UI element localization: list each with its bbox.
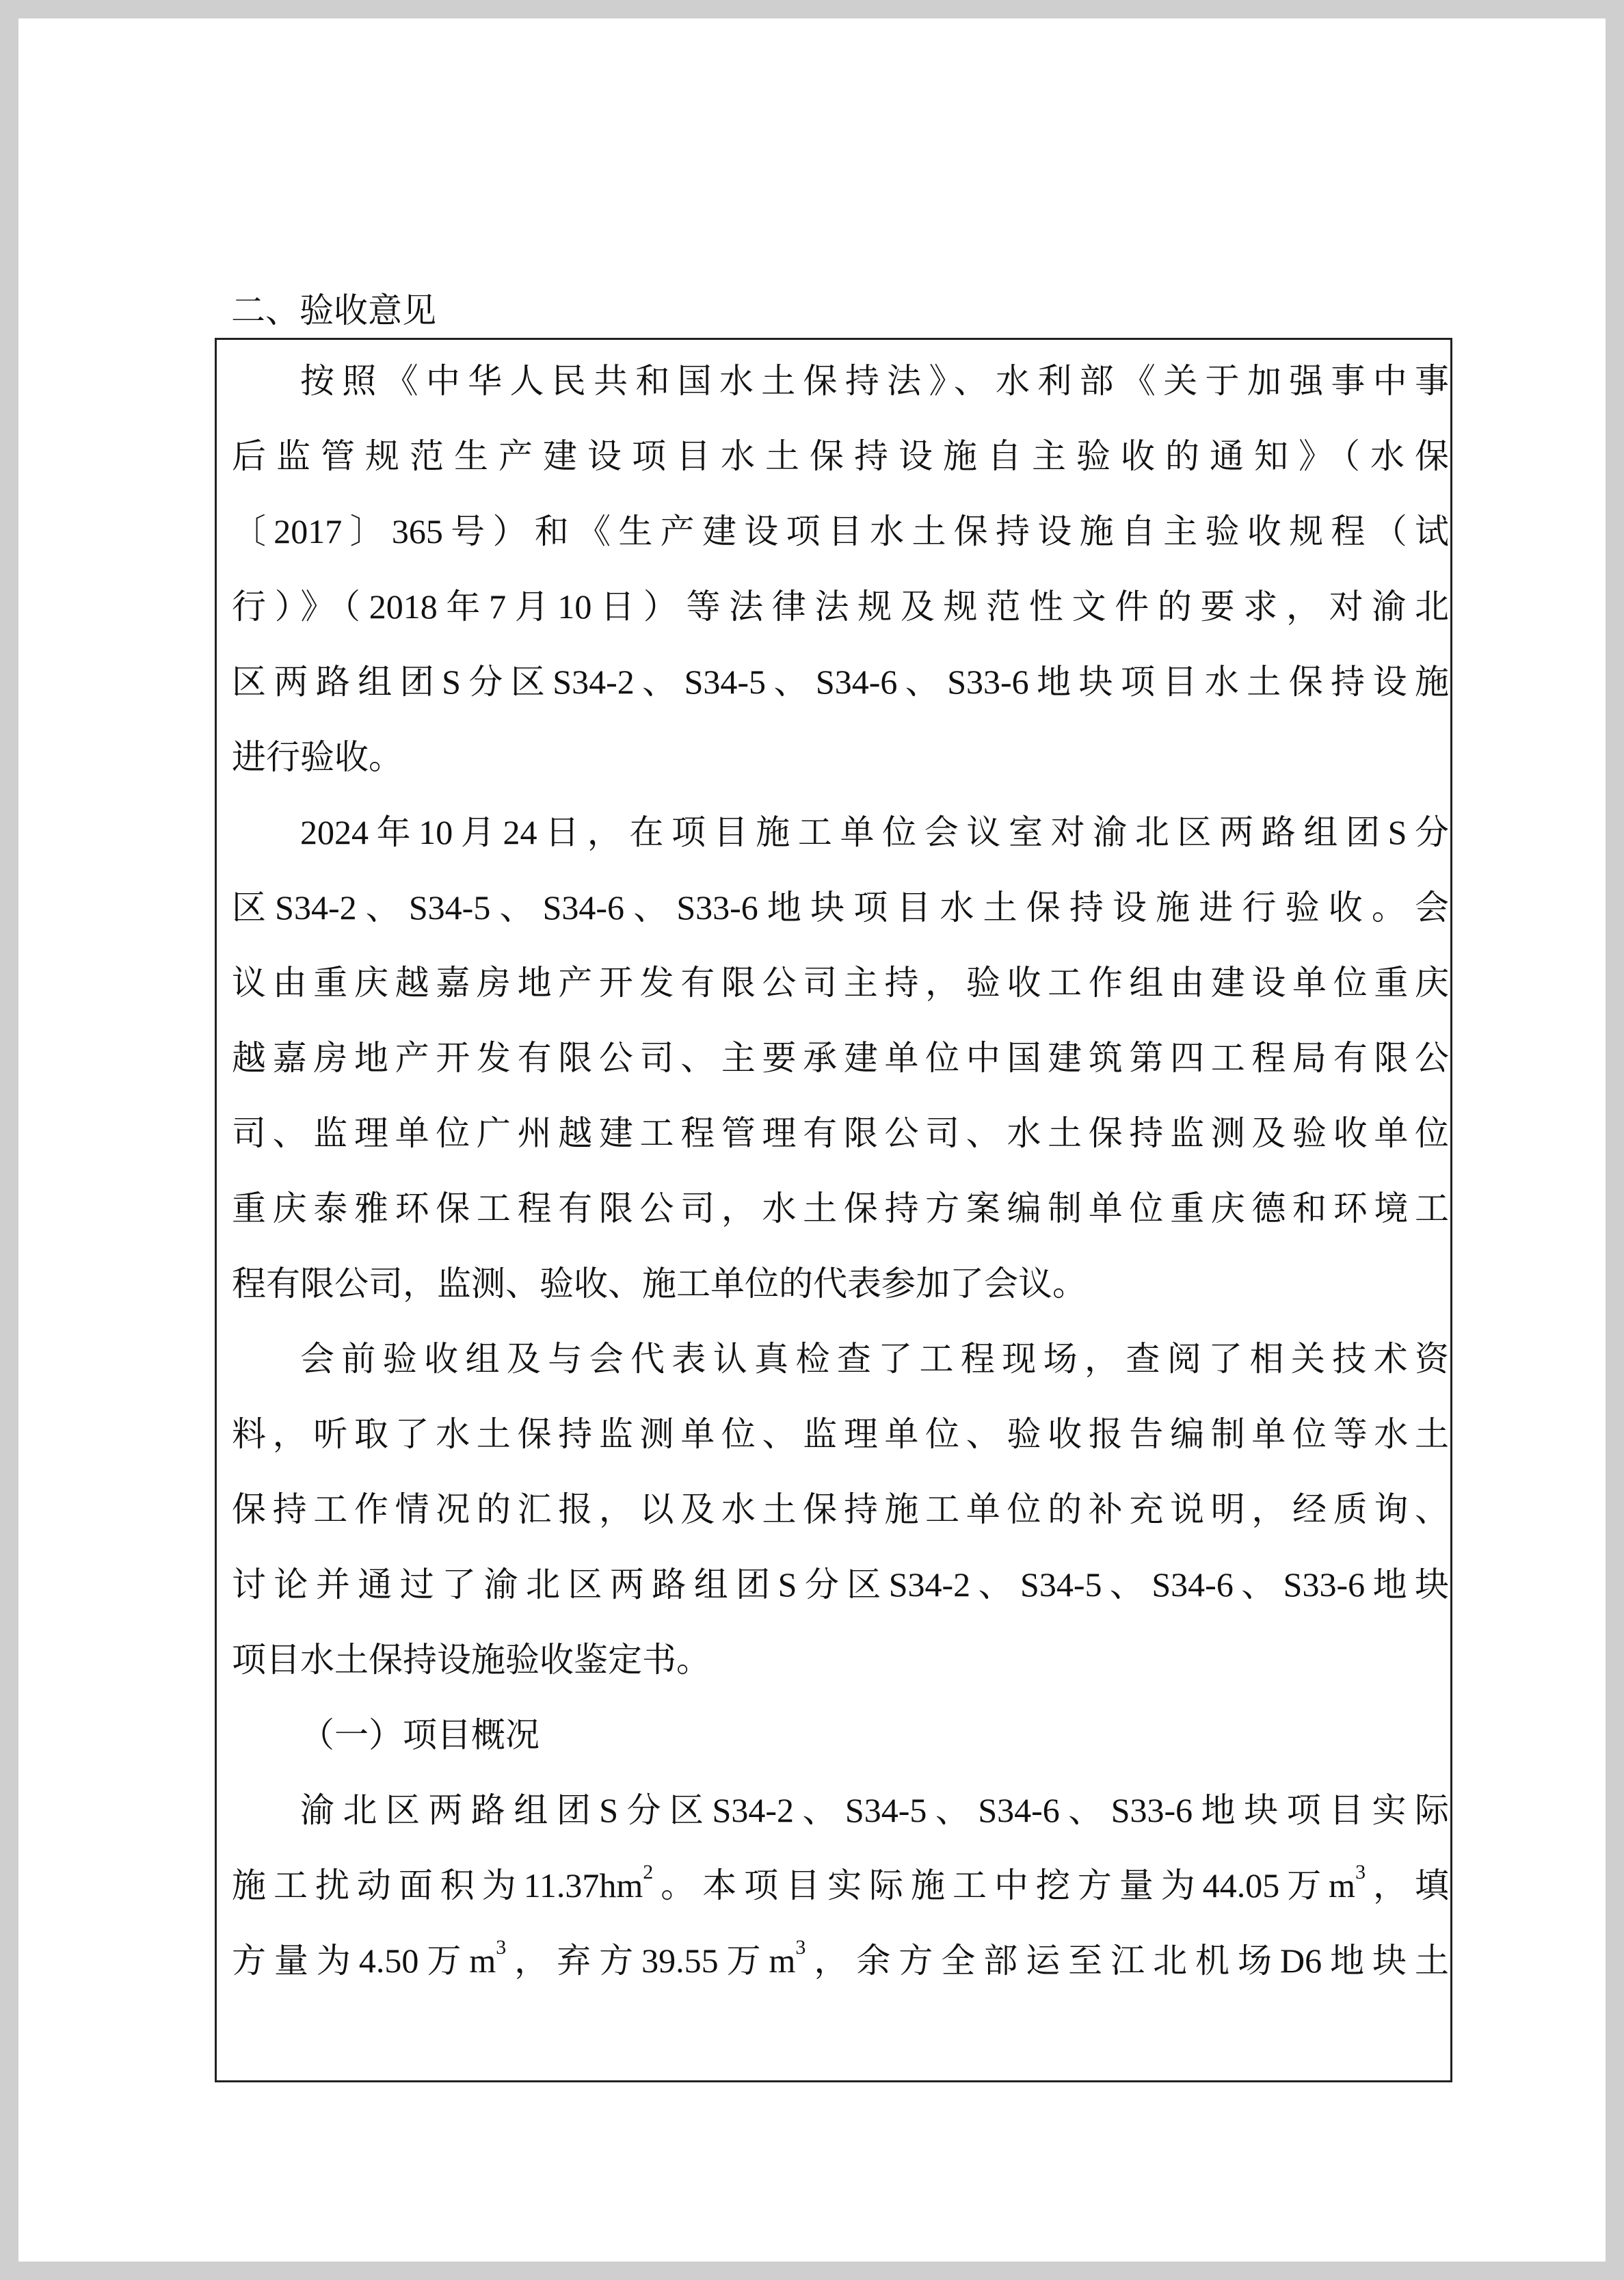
subsection-heading: （一）项目概况 [300, 1716, 540, 1754]
paragraph-line: 讨论并通过了渝北区两路组团S分区S34-2、S34-5、S34-6、S33-6地块 [232, 1565, 1449, 1604]
paragraph-line: 程有限公司，监测、验收、施工单位的代表参加了会议。 [232, 1264, 1087, 1303]
paragraph-line-with-units [232, 1848, 1449, 1923]
text-segment: 方量为4.50万m [232, 1941, 496, 1980]
paragraph-line: 渝北区两路组团S分区S34-2、S34-5、S34-6、S33-6地块项目实际 [300, 1791, 1449, 1829]
paragraph-line: 〔2017〕365号）和《生产建设项目水土保持设施自主验收规程（试 [232, 512, 1449, 551]
paragraph-line: 2024年10月24日，在项目施工单位会议室对渝北区两路组团S分 [300, 813, 1449, 851]
text-segment: 施工扰动面积为11.37hm [232, 1866, 643, 1905]
text-segment: 。本项目实际施工中挖方量为44.05万m [653, 1866, 1356, 1905]
paragraph-line: 保持工作情况的汇报，以及水土保持施工单位的补充说明，经质询、 [232, 1490, 1449, 1528]
superscript: 2 [643, 1861, 654, 1883]
text-segment: ，余方全部运至江北机场D6地块土 [806, 1941, 1449, 1980]
paragraph-line: 料，听取了水土保持监测单位、监理单位、验收报告编制单位等水土 [232, 1415, 1449, 1453]
acceptance-opinion-box [215, 338, 1452, 2082]
text-segment: ，填 [1366, 1866, 1449, 1905]
paragraph-line: 区S34-2、S34-5、S34-6、S33-6地块项目水土保持设施进行验收。会 [232, 888, 1449, 927]
superscript: 3 [795, 1936, 806, 1959]
paragraph-line: 进行验收。 [232, 738, 403, 776]
paragraph-line: 议由重庆越嘉房地产开发有限公司主持，验收工作组由建设单位重庆 [232, 964, 1449, 1002]
paragraph-line: 行）》（2018年7月10日）等法律法规及规范性文件的要求，对渝北 [232, 587, 1449, 626]
paragraph-line: 区两路组团S分区S34-2、S34-5、S34-6、S33-6地块项目水土保持设施 [232, 663, 1449, 701]
paragraph-line: 按照《中华人民共和国水土保持法》、水利部《关于加强事中事 [300, 362, 1449, 400]
superscript: 3 [1355, 1861, 1366, 1883]
paragraph-line: 重庆泰雅环保工程有限公司，水土保持方案编制单位重庆德和环境工 [232, 1189, 1449, 1228]
paragraph-line: 越嘉房地产开发有限公司、主要承建单位中国建筑第四工程局有限公 [232, 1039, 1449, 1077]
paragraph-line: 后监管规范生产建设项目水土保持设施自主验收的通知》（水保 [232, 437, 1449, 475]
text-segment: ，弃方39.55万m [506, 1941, 796, 1980]
paragraph-line-with-units [232, 1923, 1449, 1998]
paragraph-line: 项目水土保持设施验收鉴定书。 [232, 1641, 710, 1679]
superscript: 3 [496, 1936, 507, 1959]
document-page [18, 18, 1606, 2262]
paragraph-line: 会前验收组及与会代表认真检查了工程现场，查阅了相关技术资 [300, 1340, 1449, 1378]
section-heading: 二、验收意见 [231, 291, 436, 330]
paragraph-line: 司、监理单位广州越建工程管理有限公司、水土保持监测及验收单位 [232, 1114, 1449, 1152]
